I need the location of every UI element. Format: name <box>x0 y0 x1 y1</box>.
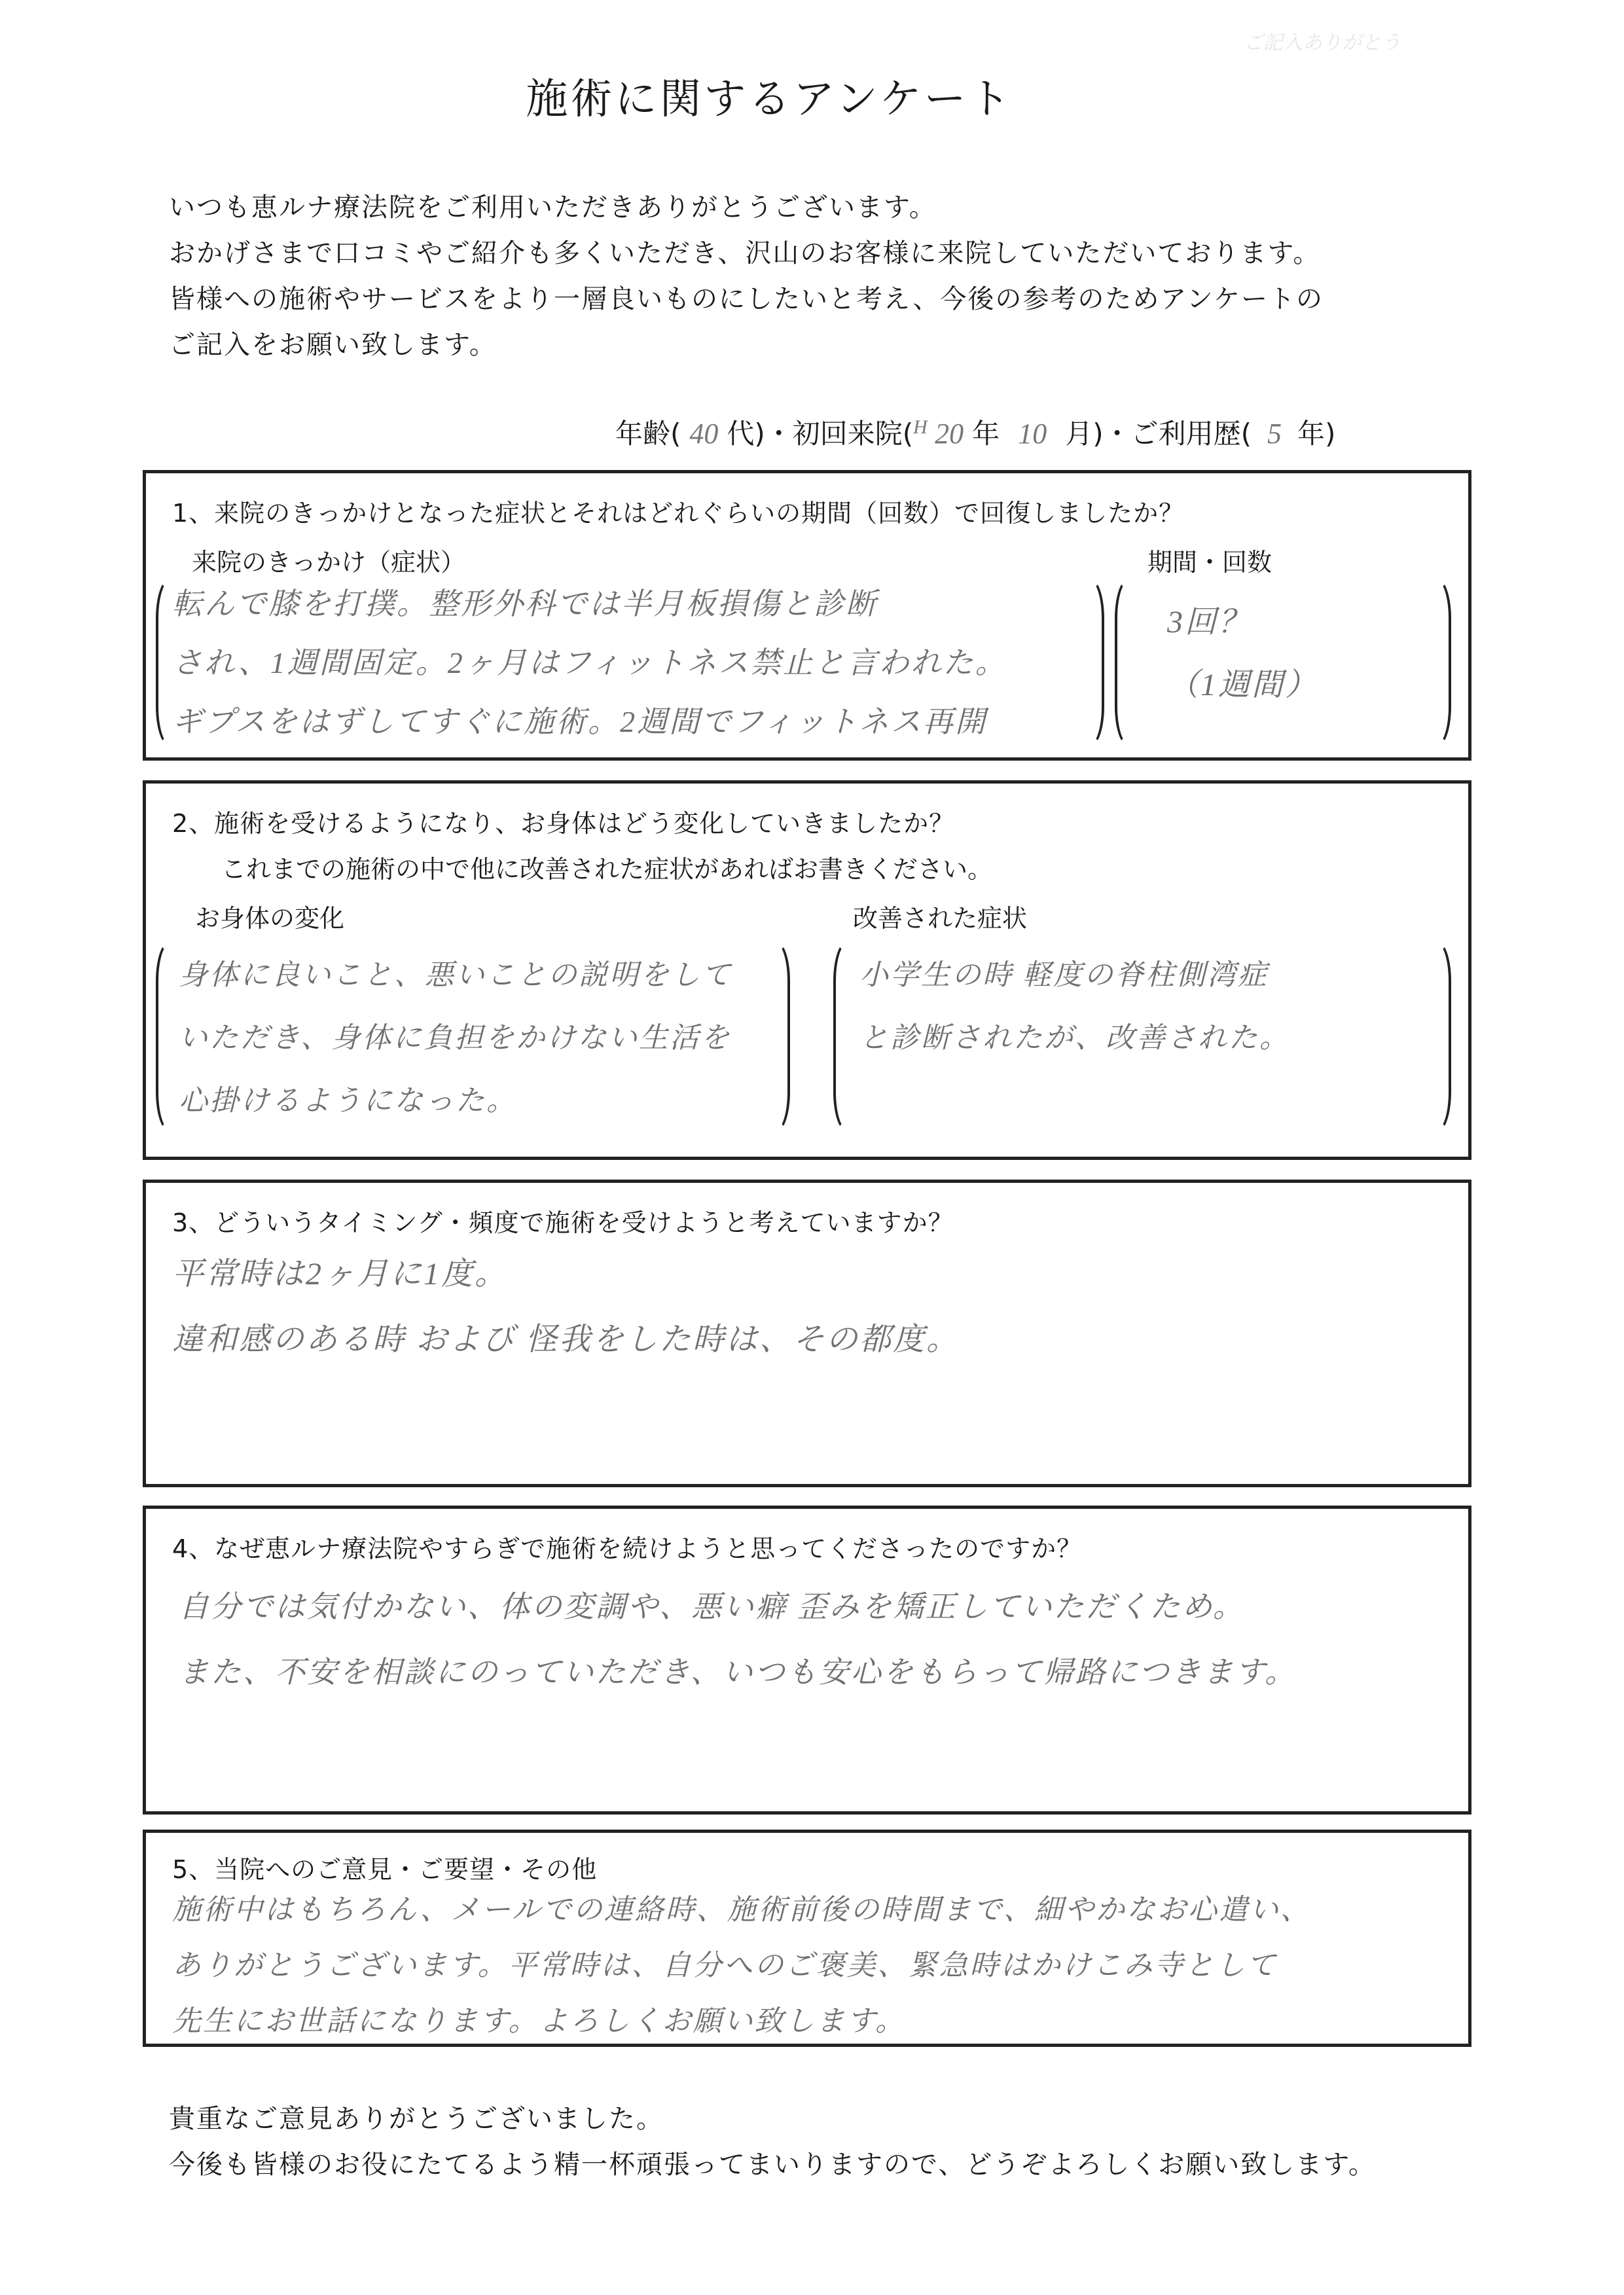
age-field[interactable]: 40 <box>689 418 719 450</box>
question-5-text: 5、当院へのご意見・ご要望・その他 <box>172 1855 598 1884</box>
thanks-line-1: 貴重なご意見ありがとうございました。 <box>169 2104 664 2134</box>
usage-years-field[interactable]: 5 <box>1267 418 1282 450</box>
first-visit-month-field[interactable]: 10 <box>1018 418 1047 450</box>
question-2-subtext: これまでの施術の中で他に改善された症状があればお書きください。 <box>221 855 993 884</box>
question-4-box <box>143 1506 1471 1815</box>
improved-symptoms-answer[interactable] <box>859 944 1290 1070</box>
first-visit-era-field[interactable]: H <box>913 416 928 438</box>
body-change-answer[interactable] <box>179 944 732 1132</box>
question-4-text: 4、なぜ恵ルナ療法院やすらぎで施術を続けようと思ってくださったのですか？ <box>172 1534 1083 1563</box>
answer-line: 自分では気付かない、体の変調や、悪い癖 歪みを矯正していただくため。 <box>179 1590 1245 1623</box>
trigger-answer[interactable] <box>172 575 1007 751</box>
page-title: 施術に関するアンケート <box>526 75 1013 124</box>
answer-line: いただき、身体に負担をかけない生活を <box>179 1022 732 1054</box>
intro-line-1: いつも恵ルナ療法院をご利用いただきありがとうございます。 <box>169 192 937 223</box>
answer-line: 施術中はもちろん、メールでの連絡時、施術前後の時間まで、細やかなお心遣い、 <box>172 1894 1311 1926</box>
question-3-text: 3、どういうタイミング・頻度で施術を受けようと考えていますか？ <box>172 1208 954 1237</box>
left-bracket <box>1115 578 1144 747</box>
question-5-box <box>143 1830 1471 2047</box>
answer-line: 心掛けるようになった。 <box>179 1085 517 1117</box>
right-bracket <box>1422 578 1451 747</box>
question-2-text: 2、施術を受けるようになり、お身体はどう変化していきましたか？ <box>172 809 955 838</box>
answer-line: され、1週間固定。2ヶ月はフィットネス禁止と言われた。 <box>172 646 1007 679</box>
left-bracket <box>833 941 862 1132</box>
thanks-line-2: 今後も皆様のお役にたてるよう精一杯頑張ってまいりますので、どうぞよろしくお願い致します。 <box>169 2150 1376 2180</box>
respondent-info <box>615 412 1335 452</box>
answer-line: 身体に良いこと、悪いことの説明をして <box>179 959 732 991</box>
question-3-box <box>143 1180 1471 1487</box>
answer-line: 違和感のある時 および 怪我をした時は、その都度。 <box>172 1322 960 1357</box>
right-bracket <box>1422 941 1451 1132</box>
period-answer[interactable] <box>1167 591 1318 717</box>
answer-line: 先生にお世話になります。よろしくお願い致します。 <box>172 2005 906 2037</box>
usage-label: 月)・ご利用歴( <box>1065 418 1252 450</box>
question-5-answer[interactable] <box>172 1882 1311 2049</box>
intro-line-2: おかげさまで口コミやご紹介も多くいただき、沢山のお客様に来院していただいております。 <box>169 238 1321 268</box>
answer-line: ギプスをはずしてすぐに施術。2週間でフィットネス再開 <box>172 705 988 738</box>
first-visit-label: 代)・初回来院( <box>727 418 914 450</box>
right-bracket <box>1075 578 1104 747</box>
answer-line: 小学生の時 軽度の脊柱側湾症 <box>859 959 1269 991</box>
answer-line: と診断されたが、改善された。 <box>859 1022 1290 1054</box>
question-2-box <box>143 780 1471 1160</box>
year-label: 年 <box>972 418 1000 450</box>
first-visit-year-field[interactable]: 20 <box>935 418 964 450</box>
question-3-answer[interactable] <box>172 1242 960 1373</box>
answer-line: また、不安を相談にのっていただき、いつも安心をもらって帰路につきます。 <box>179 1655 1297 1689</box>
answer-line: 平常時は2ヶ月に1度。 <box>172 1257 509 1292</box>
age-label: 年齢( <box>615 418 681 450</box>
trigger-label: 来院のきっかけ（症状） <box>192 548 466 577</box>
answer-line: ありがとうございます。平常時は、自分へのご褒美、緊急時はかけこみ寺として <box>172 1949 1278 1981</box>
answer-line: （1週間） <box>1167 668 1319 702</box>
question-1-box <box>143 470 1471 761</box>
faint-pencil-note: ご記入ありがとう <box>1244 32 1401 54</box>
question-4-answer[interactable] <box>179 1574 1297 1705</box>
answer-line: 転んで膝を打撲。整形外科では半月板損傷と診断 <box>172 587 878 621</box>
answer-line: 3回？ <box>1167 605 1252 640</box>
usage-label-end: 年) <box>1297 418 1336 450</box>
right-bracket <box>761 941 790 1132</box>
intro-line-4: ご記入をお願い致します。 <box>169 330 497 360</box>
question-1-text: 1、来院のきっかけとなった症状とそれはどれぐらいの期間（回数）で回復しましたか？ <box>172 499 1185 528</box>
improved-symptoms-label: 改善された症状 <box>853 904 1028 933</box>
intro-line-3: 皆様への施術やサービスをより一層良いものにしたいと考え、今後の参考のためアンケートの <box>169 284 1324 314</box>
period-label: 期間・回数 <box>1147 548 1272 577</box>
body-change-label: お身体の変化 <box>195 904 345 933</box>
